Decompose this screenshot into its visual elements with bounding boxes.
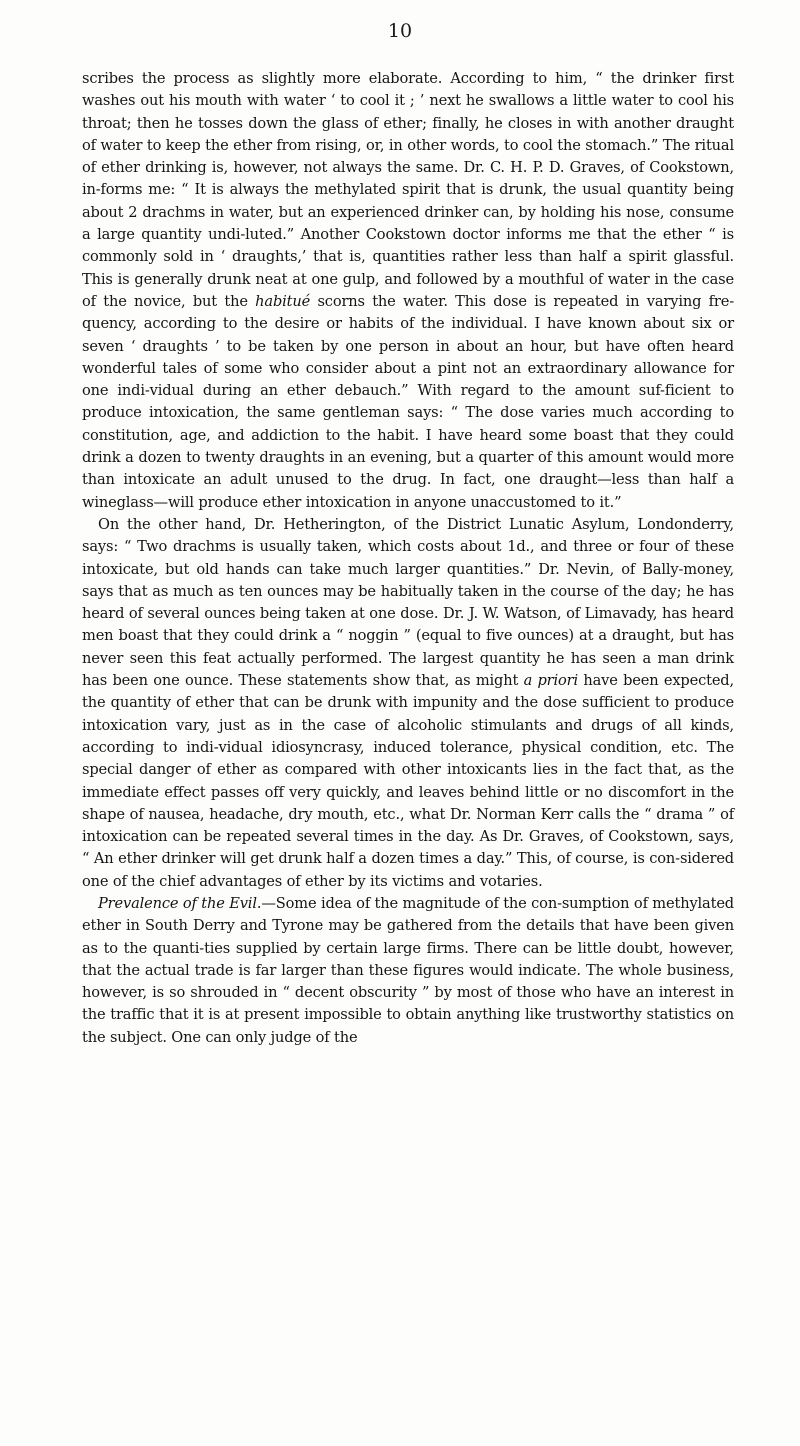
- page-number: 10: [387, 20, 413, 42]
- italic-term: a priori: [523, 672, 578, 690]
- paragraph-1: [82, 68, 734, 514]
- text-run: —Some idea of the magnitude of the con-sumption of methylated ether in South Derry and Tyrone may be gathered from the details that have been given as to the quanti-ties supplied by certain large firms. There can be little doubt, however, that the actual trade is far larger than these figures would indicate. The whole business, however, is so shrouded in “ decent obscurity ” by most of those who have an interest in the traffic that it is at present impossible to obtain anything like trustworthy statistics on the subject. One can only judge of the: [82, 894, 735, 1046]
- text-run: scribes the process as slightly more elaborate. According to him, “ the drinker first washes out his mouth with water ‘ to cool it ; ’ next he swallows a little water to cool his throat; then he tosses down the glass of ether; finally, he closes in with another draught of water to keep the ether from rising, or, in other words, to cool the stomach.” The ritual of ether drinking is, however, not always the same. Dr. C. H. P. D. Graves, of Cookstown, in-forms me: “ It is always the methylated spirit that is drunk, the usual quantity being about 2 drachms in water, but an experienced drinker can, by holding his nose, consume a large quantity undi-luted.” Another Cookstown doctor informs me that the ether “ is commonly sold in ‘ draughts,’ that is, quantities rather less than half a spirit glassful. This is generally drunk neat at one gulp, and followed by a mouthful of water in the case of the novice, but the: [82, 70, 734, 310]
- italic-term: habitué: [255, 292, 311, 310]
- body-text: [82, 68, 734, 1049]
- text-run: On the other hand, Dr. Hetherington, of the District Lunatic Asylum, Londonderry, says: “ Two drachms is usually taken, which costs about 1d., and three or four of these intoxicate, but old hands can take much larger quantities.” Dr. Nevin, of Bally-money, says that as much as ten ounces may be habitually taken in the course of the day; he has heard of several ounces being taken at one dose. Dr. J. W. Watson, of Limavady, has heard men boast that they could drink a “ noggin ” (equal to five ounces) at a draught, but has never seen this feat actually performed. The largest quantity he has seen a man drink has been one ounce. These statements show that, as might: [82, 515, 734, 690]
- paragraph-2: [82, 514, 734, 893]
- paragraph-3: [82, 893, 734, 1049]
- section-heading: Prevalence of the Evil.: [98, 894, 262, 912]
- text-run: have been expected, the quantity of ether that can be drunk with impunity and the dose sufficient to produce intoxication vary, just as in the case of alcoholic stimulants and drugs of all kinds, according to indi-vidual idiosyncrasy, induced tolerance, physical condition, etc. The special danger of ether as compared with other intoxicants lies in the fact that, as the immediate effect passes off very quickly, and leaves behind little or no discomfort in the shape of nausea, headache, dry mouth, etc., what Dr. Norman Kerr calls the “ drama ” of intoxication can be repeated several times in the day. As Dr. Graves, of Cookstown, says, “ An ether drinker will get drunk half a dozen times a day.” This, of course, is con-sidered one of the chief advantages of ether by its victims and votaries.: [82, 672, 734, 890]
- text-run: scorns the water. This dose is repeated in varying fre-quency, according to the desire or habits of the individual. I have known about six or seven ‘ draughts ’ to be taken by one person in about an hour, but have often heard wonderful tales of some who consider about a pint not an extraordinary allowance for one indi-vidual during an ether debauch.” With regard to the amount suf-ficient to produce intoxication, the same gentleman says: “ The dose varies much according to constitution, age, and addiction to the habit. I have heard some boast that they could drink a dozen to twenty draughts in an evening, but a quarter of this amount would more than intoxicate an adult unused to the drug. In fact, one draught—less than half a wineglass—will produce ether intoxication in anyone unaccustomed to it.”: [82, 292, 734, 511]
